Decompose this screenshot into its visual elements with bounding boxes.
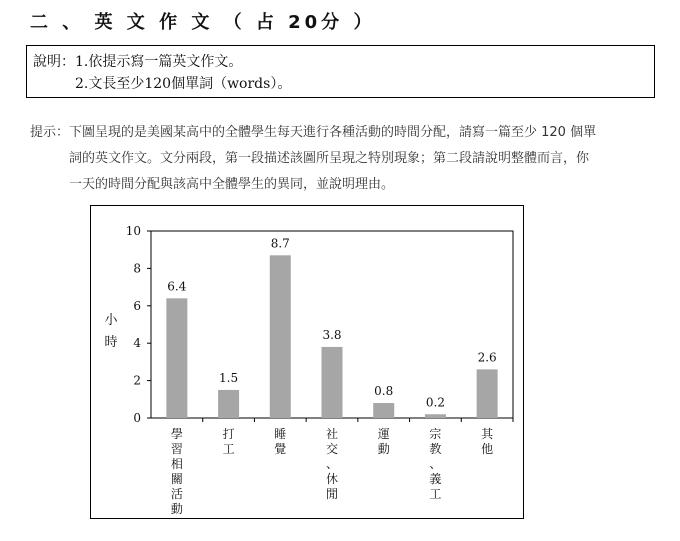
category-label-char: 動 (170, 502, 183, 516)
bar (322, 347, 343, 418)
bar (270, 255, 291, 418)
category-label-char: 打 (222, 427, 235, 441)
category-label-char: 工 (429, 487, 442, 501)
category-label-char: 、 (325, 457, 339, 471)
category-label-char: 覺 (274, 442, 287, 456)
category-label-char: 閒 (325, 487, 339, 501)
bar (477, 369, 498, 418)
instruction-item-2: 2.文長至少120個單詞（words）。 (75, 76, 292, 92)
category-label-char: 習 (170, 442, 183, 456)
chart-frame (90, 205, 524, 519)
category-label-char: 學 (170, 427, 183, 441)
bar-value-label: 8.7 (270, 236, 290, 251)
time-allocation-bar-chart (91, 206, 523, 518)
y-tick-label: 8 (133, 261, 141, 276)
instructions-box (26, 45, 655, 98)
category-label-char: 社 (325, 427, 339, 441)
category-label-char: 他 (481, 442, 494, 456)
category-label-char: 其 (481, 427, 494, 441)
bar (373, 403, 394, 418)
category-label-char: 宗 (429, 427, 442, 441)
category-label-char: 活 (170, 487, 183, 501)
category-label-char: 相 (170, 457, 183, 471)
category-label-char: 關 (170, 472, 183, 486)
category-label-char: 運 (377, 427, 390, 441)
hint-line-2: 詞的英文作文。文分兩段，第一段描述該圖所呈現之特別現象；第二段請說明整體而言，你 (69, 151, 590, 166)
category-label-char: 休 (325, 472, 339, 486)
y-tick-label: 2 (133, 373, 141, 388)
y-tick-label: 0 (133, 411, 141, 425)
instruction-item-1: 1.依提示寫一篇英文作文。 (75, 54, 243, 70)
bar-value-label: 0.2 (425, 395, 445, 410)
bar-value-label: 0.8 (374, 384, 394, 399)
bar (425, 414, 446, 418)
hint-line-1: 提示：下圖呈現的是美國某高中的全體學生每天進行各種活動的時間分配，請寫一篇至少 120 個單 (30, 125, 597, 140)
bar-value-label: 6.4 (167, 279, 187, 294)
category-label-char: 、 (429, 457, 442, 471)
section-title: 二 、 英 文 作 文 （ 占 20分 ） (30, 12, 376, 33)
y-axis-label-char: 時 (104, 335, 118, 350)
hint-line-3: 一天的時間分配與該高中全體學生的異同，並說明理由。 (69, 177, 395, 192)
category-label-char: 睡 (274, 427, 287, 441)
bar (218, 390, 239, 418)
category-label-char: 交 (325, 442, 339, 456)
bar (166, 298, 187, 418)
category-label-char: 工 (222, 442, 235, 456)
category-label-char: 教 (429, 442, 442, 456)
y-tick-label: 6 (133, 298, 141, 313)
y-axis-label-char: 小 (104, 313, 118, 328)
y-tick-label: 10 (125, 224, 141, 238)
category-label-char: 動 (377, 442, 390, 456)
bar-value-label: 3.8 (322, 327, 342, 342)
bar-value-label: 1.5 (219, 370, 239, 385)
bar-value-label: 2.6 (477, 350, 497, 365)
category-label-char: 義 (429, 472, 442, 486)
y-tick-label: 4 (133, 336, 141, 351)
instructions-label: 說明： (33, 54, 75, 70)
